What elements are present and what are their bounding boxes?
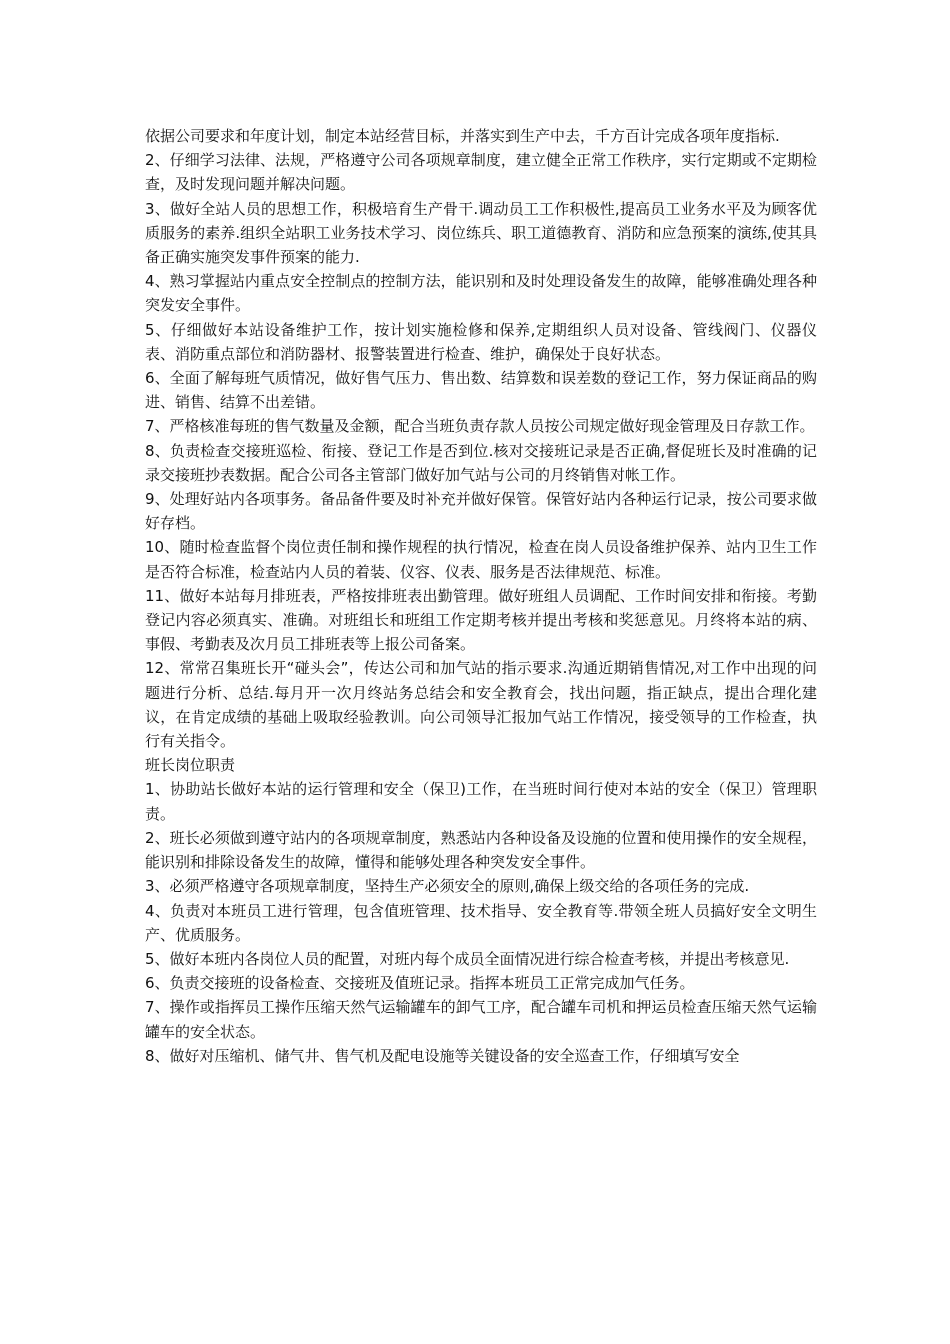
paragraph-duty-5: 5、仔细做好本站设备维护工作，按计划实施检修和保养,定期组织人员对设备、管线阀门、仪器仪表、消防重点部位和消防器材、报警装置进行检查、维护，确保处于良好状态。 xyxy=(145,320,817,363)
paragraph-duty-11: 11、做好本站每月排班表，严格按排班表出勤管理。做好班组人员调配、工作时间安排和衔接。考勤登记内容必须真实、准确。对班组长和班组工作定期考核并提出考核和奖惩意见。月终将本站的病、事假、考勤表及次月员工排班表等上报公司备案。 xyxy=(145,586,817,654)
paragraph-duty-4: 4、熟习掌握站内重点安全控制点的控制方法，能识别和及时处理设备发生的故障，能够准确处理各种突发安全事件。 xyxy=(145,272,817,315)
paragraph-leader-4: 4、负责对本班员工进行管理，包含值班管理、技术指导、安全教育等.带领全班人员搞好安全文明生产、优质服务。 xyxy=(145,901,817,944)
paragraph-leader-6: 6、负责交接班的设备检查、交接班及值班记录。指挥本班员工正常完成加气任务。 xyxy=(145,974,695,993)
paragraph-duty-8: 8、负责检查交接班巡检、衔接、登记工作是否到位.核对交接班记录是否正确,督促班长及时准确的记录交接班抄表数据。配合公司各主管部门做好加气站与公司的月终销售对帐工作。 xyxy=(145,441,817,484)
paragraph-leader-8: 8、做好对压缩机、储气井、售气机及配电设施等关键设备的安全巡查工作，仔细填写安全 xyxy=(145,1046,740,1065)
paragraph-duty-6: 6、全面了解每班气质情况，做好售气压力、售出数、结算数和误差数的登记工作，努力保证商品的购进、销售、结算不出差错。 xyxy=(145,369,817,412)
document-page xyxy=(145,124,817,1068)
paragraph-duty-10: 10、随时检查监督个岗位责任制和操作规程的执行情况，检查在岗人员设备维护保养、站内卫生工作是否符合标准，检查站内人员的着装、仪容、仪表、服务是否法律规范、标准。 xyxy=(145,538,817,581)
paragraph-duty-7: 7、严格核准每班的售气数量及金额，配合当班负责存款人员按公司规定做好现金管理及日存款工作。 xyxy=(145,417,815,436)
paragraph-leader-7: 7、操作或指挥员工操作压缩天然气运输罐车的卸气工序，配合罐车司机和押运员检查压缩天然气运输罐车的安全状态。 xyxy=(145,998,817,1041)
section-heading-team-leader: 班长岗位职责 xyxy=(145,756,236,775)
paragraph-duty-9: 9、处理好站内各项事务。备品备件要及时补充并做好保管。保管好站内各种运行记录，按公司要求做好存档。 xyxy=(145,490,817,533)
paragraph-leader-5: 5、做好本班内各岗位人员的配置，对班内每个成员全面情况进行综合检查考核，并提出考核意见. xyxy=(145,949,790,968)
paragraph-duty-2: 2、仔细学习法律、法规，严格遵守公司各项规章制度，建立健全正常工作秩序，实行定期或不定期检查，及时发现问题并解决问题。 xyxy=(145,151,817,194)
paragraph-leader-1: 1、协助站长做好本站的运行管理和安全（保卫)工作，在当班时间行使对本站的安全（保卫）管理职责。 xyxy=(145,780,817,823)
paragraph-duty-3: 3、做好全站人员的思想工作，积极培育生产骨干.调动员工工作积极性,提高员工业务水平及为顾客优质服务的素养.组织全站职工业务技术学习、岗位练兵、职工道德教育、消防和应急预案的演练,使其具备正确实施突发事件预案的能力. xyxy=(145,199,817,267)
paragraph-leader-2: 2、班长必须做到遵守站内的各项规章制度，熟悉站内各种设备及设施的位置和使用操作的安全规程，能识别和排除设备发生的故障，懂得和能够处理各种突发安全事件。 xyxy=(145,828,817,872)
paragraph-leader-3: 3、必须严格遵守各项规章制度，坚持生产必须安全的原则,确保上级交给的各项任务的完成. xyxy=(145,877,750,896)
paragraph-intro: 依据公司要求和年度计划，制定本站经营目标，并落实到生产中去，千方百计完成各项年度指标. xyxy=(145,127,780,145)
paragraph-duty-12: 12、常常召集班长开“碰头会”，传达公司和加气站的指示要求.沟通近期销售情况,对工作中出现的问题进行分析、总结.每月开一次月终站务总结会和安全教育会，找出问题，指正缺点，提出合理化建议，在肯定成绩的基础上吸取经验教训。向公司领导汇报加气站工作情况，接受领导的工作检查，执行有关指令。 xyxy=(145,659,817,751)
